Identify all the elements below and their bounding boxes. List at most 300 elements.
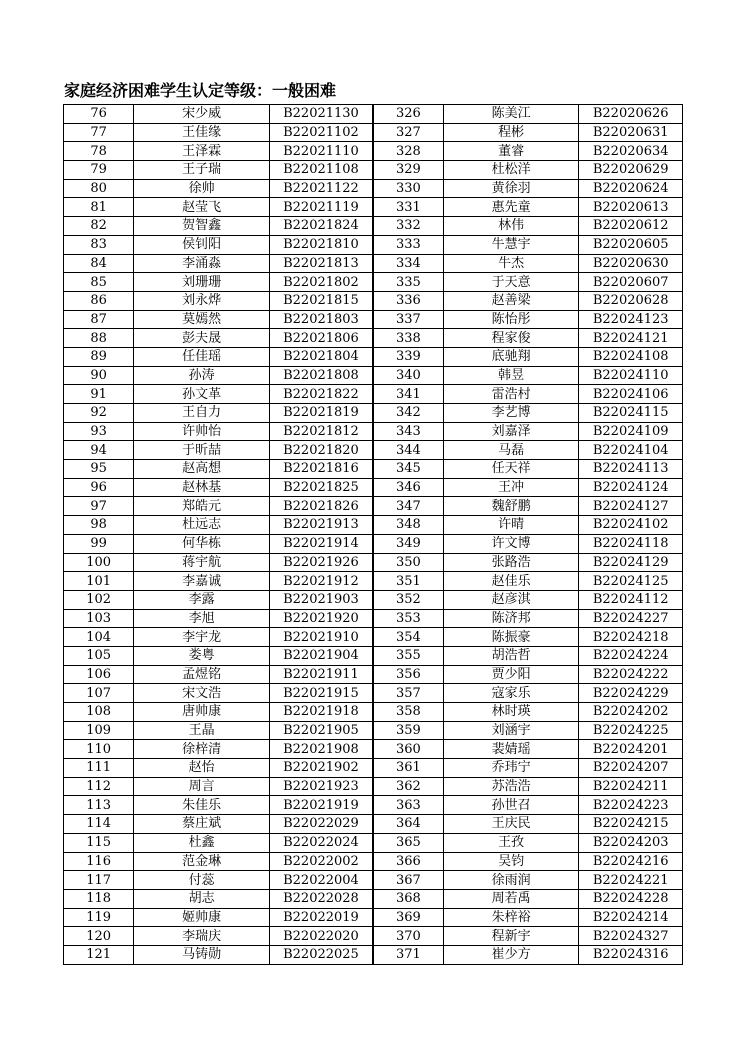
student-name-cell: 杜松洋 <box>443 161 579 180</box>
student-id-cell: B22020629 <box>579 161 683 180</box>
student-number-cell: 339 <box>373 347 443 366</box>
student-name-cell: 林时瑛 <box>443 703 579 722</box>
student-name-cell: 魏舒鹏 <box>443 497 579 516</box>
student-number-cell: 82 <box>64 217 134 236</box>
student-name-cell: 底驰翔 <box>443 347 579 366</box>
student-id-cell: B22021920 <box>269 609 373 628</box>
student-id-cell: B22021803 <box>269 310 373 329</box>
table-row <box>64 142 683 161</box>
student-name-cell: 寇家乐 <box>443 684 579 703</box>
table-row <box>64 198 683 217</box>
student-id-cell: B22024223 <box>579 796 683 815</box>
table-row <box>64 478 683 497</box>
student-name-cell: 孙世召 <box>443 796 579 815</box>
student-name-cell: 胡浩哲 <box>443 646 579 665</box>
student-name-cell: 李涌淼 <box>134 254 270 273</box>
student-id-cell: B22020630 <box>579 254 683 273</box>
student-name-cell: 李露 <box>134 590 270 609</box>
student-number-cell: 350 <box>373 553 443 572</box>
table-row <box>64 721 683 740</box>
table-row <box>64 441 683 460</box>
student-number-cell: 119 <box>64 908 134 927</box>
table-row <box>64 815 683 834</box>
student-id-cell: B22021816 <box>269 460 373 479</box>
student-id-cell: B22024221 <box>579 871 683 890</box>
student-number-cell: 90 <box>64 366 134 385</box>
student-number-cell: 81 <box>64 198 134 217</box>
student-id-cell: B22021908 <box>269 740 373 759</box>
student-number-cell: 340 <box>373 366 443 385</box>
student-name-cell: 王冲 <box>443 478 579 497</box>
student-id-cell: B22021815 <box>269 291 373 310</box>
student-name-cell: 王晶 <box>134 721 270 740</box>
student-name-cell: 孙涛 <box>134 366 270 385</box>
student-number-cell: 330 <box>373 179 443 198</box>
student-number-cell: 110 <box>64 740 134 759</box>
student-number-cell: 87 <box>64 310 134 329</box>
student-name-cell: 朱梓裕 <box>443 908 579 927</box>
student-number-cell: 369 <box>373 908 443 927</box>
student-id-cell: B22024118 <box>579 534 683 553</box>
student-id-cell: B22024227 <box>579 609 683 628</box>
student-name-cell: 朱佳乐 <box>134 796 270 815</box>
student-name-cell: 刘嘉泽 <box>443 422 579 441</box>
student-name-cell: 刘永烨 <box>134 291 270 310</box>
student-name-cell: 徐雨润 <box>443 871 579 890</box>
student-name-cell: 牛慧宇 <box>443 235 579 254</box>
student-number-cell: 368 <box>373 889 443 908</box>
roster-body <box>64 105 683 965</box>
student-number-cell: 344 <box>373 441 443 460</box>
student-number-cell: 349 <box>373 534 443 553</box>
student-number-cell: 91 <box>64 385 134 404</box>
student-id-cell: B22021119 <box>269 198 373 217</box>
student-id-cell: B22024229 <box>579 684 683 703</box>
student-number-cell: 329 <box>373 161 443 180</box>
student-number-cell: 338 <box>373 329 443 348</box>
student-number-cell: 345 <box>373 460 443 479</box>
student-id-cell: B22024123 <box>579 310 683 329</box>
student-number-cell: 101 <box>64 572 134 591</box>
table-row <box>64 235 683 254</box>
student-id-cell: B22021822 <box>269 385 373 404</box>
student-id-cell: B22021911 <box>269 665 373 684</box>
student-name-cell: 于天意 <box>443 273 579 292</box>
student-name-cell: 陈怡彤 <box>443 310 579 329</box>
student-id-cell: B22022020 <box>269 927 373 946</box>
student-number-cell: 363 <box>373 796 443 815</box>
student-number-cell: 336 <box>373 291 443 310</box>
student-number-cell: 342 <box>373 404 443 423</box>
student-id-cell: B22021122 <box>269 179 373 198</box>
table-row <box>64 609 683 628</box>
student-id-cell: B22021915 <box>269 684 373 703</box>
student-id-cell: B22024224 <box>579 646 683 665</box>
student-id-cell: B22020613 <box>579 198 683 217</box>
student-number-cell: 353 <box>373 609 443 628</box>
student-name-cell: 贾少阳 <box>443 665 579 684</box>
student-name-cell: 赵高想 <box>134 460 270 479</box>
student-id-cell: B22024109 <box>579 422 683 441</box>
student-name-cell: 于昕喆 <box>134 441 270 460</box>
table-row <box>64 908 683 927</box>
student-number-cell: 102 <box>64 590 134 609</box>
student-id-cell: B22021808 <box>269 366 373 385</box>
student-id-cell: B22022029 <box>269 815 373 834</box>
student-name-cell: 韩昱 <box>443 366 579 385</box>
student-number-cell: 326 <box>373 105 443 124</box>
table-row <box>64 422 683 441</box>
student-id-cell: B22024201 <box>579 740 683 759</box>
student-id-cell: B22022025 <box>269 945 373 964</box>
student-number-cell: 367 <box>373 871 443 890</box>
student-number-cell: 333 <box>373 235 443 254</box>
student-name-cell: 马磊 <box>443 441 579 460</box>
table-row <box>64 889 683 908</box>
student-number-cell: 100 <box>64 553 134 572</box>
table-row <box>64 385 683 404</box>
student-number-cell: 359 <box>373 721 443 740</box>
student-number-cell: 104 <box>64 628 134 647</box>
student-number-cell: 108 <box>64 703 134 722</box>
student-id-cell: B22021912 <box>269 572 373 591</box>
student-id-cell: B22024102 <box>579 516 683 535</box>
student-number-cell: 85 <box>64 273 134 292</box>
student-number-cell: 328 <box>373 142 443 161</box>
student-number-cell: 343 <box>373 422 443 441</box>
student-id-cell: B22021913 <box>269 516 373 535</box>
table-row <box>64 703 683 722</box>
student-name-cell: 王佳缘 <box>134 123 270 142</box>
student-name-cell: 程彬 <box>443 123 579 142</box>
student-number-cell: 360 <box>373 740 443 759</box>
table-row <box>64 273 683 292</box>
student-number-cell: 115 <box>64 833 134 852</box>
student-id-cell: B22021806 <box>269 329 373 348</box>
student-name-cell: 孟煜铭 <box>134 665 270 684</box>
student-id-cell: B22024207 <box>579 759 683 778</box>
student-number-cell: 107 <box>64 684 134 703</box>
student-name-cell: 王自力 <box>134 404 270 423</box>
student-number-cell: 88 <box>64 329 134 348</box>
student-number-cell: 95 <box>64 460 134 479</box>
student-name-cell: 许文博 <box>443 534 579 553</box>
student-number-cell: 103 <box>64 609 134 628</box>
student-name-cell: 王子瑞 <box>134 161 270 180</box>
student-roster-table <box>63 104 683 965</box>
student-name-cell: 赵善梁 <box>443 291 579 310</box>
student-number-cell: 105 <box>64 646 134 665</box>
table-row <box>64 105 683 124</box>
student-id-cell: B22024216 <box>579 852 683 871</box>
student-id-cell: B22024115 <box>579 404 683 423</box>
student-name-cell: 李艺博 <box>443 404 579 423</box>
student-number-cell: 348 <box>373 516 443 535</box>
student-name-cell: 崔少方 <box>443 945 579 964</box>
student-id-cell: B22024129 <box>579 553 683 572</box>
student-number-cell: 114 <box>64 815 134 834</box>
student-id-cell: B22024127 <box>579 497 683 516</box>
table-row <box>64 291 683 310</box>
student-number-cell: 327 <box>373 123 443 142</box>
student-name-cell: 刘珊珊 <box>134 273 270 292</box>
table-row <box>64 553 683 572</box>
student-id-cell: B22024222 <box>579 665 683 684</box>
student-name-cell: 苏浩浩 <box>443 777 579 796</box>
student-name-cell: 何华栋 <box>134 534 270 553</box>
student-name-cell: 程家俊 <box>443 329 579 348</box>
student-name-cell: 乔玮宁 <box>443 759 579 778</box>
student-number-cell: 77 <box>64 123 134 142</box>
student-number-cell: 97 <box>64 497 134 516</box>
table-row <box>64 777 683 796</box>
student-name-cell: 郑皓元 <box>134 497 270 516</box>
student-id-cell: B22024202 <box>579 703 683 722</box>
student-name-cell: 周言 <box>134 777 270 796</box>
student-id-cell: B22021820 <box>269 441 373 460</box>
student-id-cell: B22020628 <box>579 291 683 310</box>
student-name-cell: 程新宇 <box>443 927 579 946</box>
table-row <box>64 646 683 665</box>
page-title: 家庭经济困难学生认定等级：一般困难 <box>64 81 337 100</box>
student-id-cell: B22020605 <box>579 235 683 254</box>
student-id-cell: B22021923 <box>269 777 373 796</box>
student-id-cell: B22021919 <box>269 796 373 815</box>
student-number-cell: 117 <box>64 871 134 890</box>
student-number-cell: 118 <box>64 889 134 908</box>
student-name-cell: 任佳瑶 <box>134 347 270 366</box>
table-row <box>64 179 683 198</box>
student-id-cell: B22021826 <box>269 497 373 516</box>
student-name-cell: 杜远志 <box>134 516 270 535</box>
student-number-cell: 89 <box>64 347 134 366</box>
student-id-cell: B22022004 <box>269 871 373 890</box>
student-number-cell: 351 <box>373 572 443 591</box>
student-number-cell: 370 <box>373 927 443 946</box>
student-number-cell: 366 <box>373 852 443 871</box>
student-name-cell: 张路浩 <box>443 553 579 572</box>
student-id-cell: B22021819 <box>269 404 373 423</box>
student-number-cell: 112 <box>64 777 134 796</box>
table-row <box>64 366 683 385</box>
student-name-cell: 赵佳乐 <box>443 572 579 591</box>
table-row <box>64 347 683 366</box>
student-id-cell: B22024316 <box>579 945 683 964</box>
student-number-cell: 86 <box>64 291 134 310</box>
table-row <box>64 217 683 236</box>
student-number-cell: 331 <box>373 198 443 217</box>
student-id-cell: B22024125 <box>579 572 683 591</box>
student-name-cell: 姬帅康 <box>134 908 270 927</box>
table-row <box>64 628 683 647</box>
table-row <box>64 871 683 890</box>
table-row <box>64 852 683 871</box>
student-name-cell: 贺智鑫 <box>134 217 270 236</box>
student-number-cell: 347 <box>373 497 443 516</box>
table-row <box>64 460 683 479</box>
student-name-cell: 陈济邦 <box>443 609 579 628</box>
student-name-cell: 赵彦淇 <box>443 590 579 609</box>
student-name-cell: 董睿 <box>443 142 579 161</box>
student-id-cell: B22022028 <box>269 889 373 908</box>
student-number-cell: 84 <box>64 254 134 273</box>
student-id-cell: B22020624 <box>579 179 683 198</box>
student-id-cell: B22024124 <box>579 478 683 497</box>
student-name-cell: 陈振豪 <box>443 628 579 647</box>
student-id-cell: B22021824 <box>269 217 373 236</box>
student-id-cell: B22022019 <box>269 908 373 927</box>
student-id-cell: B22021802 <box>269 273 373 292</box>
table-row <box>64 534 683 553</box>
student-number-cell: 361 <box>373 759 443 778</box>
student-number-cell: 356 <box>373 665 443 684</box>
student-name-cell: 唐帅康 <box>134 703 270 722</box>
student-number-cell: 357 <box>373 684 443 703</box>
table-row <box>64 945 683 964</box>
student-id-cell: B22022002 <box>269 852 373 871</box>
student-name-cell: 裴婧瑶 <box>443 740 579 759</box>
student-id-cell: B22024218 <box>579 628 683 647</box>
student-name-cell: 侯钊阳 <box>134 235 270 254</box>
student-name-cell: 林伟 <box>443 217 579 236</box>
table-row <box>64 404 683 423</box>
student-number-cell: 354 <box>373 628 443 647</box>
table-row <box>64 590 683 609</box>
student-name-cell: 蔡庄斌 <box>134 815 270 834</box>
table-row <box>64 796 683 815</box>
student-number-cell: 79 <box>64 161 134 180</box>
student-id-cell: B22021813 <box>269 254 373 273</box>
student-id-cell: B22024108 <box>579 347 683 366</box>
student-number-cell: 371 <box>373 945 443 964</box>
student-number-cell: 111 <box>64 759 134 778</box>
student-id-cell: B22024214 <box>579 908 683 927</box>
table-row <box>64 684 683 703</box>
student-name-cell: 李瑞庆 <box>134 927 270 946</box>
student-name-cell: 赵怡 <box>134 759 270 778</box>
student-id-cell: B22021910 <box>269 628 373 647</box>
student-number-cell: 106 <box>64 665 134 684</box>
student-name-cell: 宋文浩 <box>134 684 270 703</box>
student-number-cell: 93 <box>64 422 134 441</box>
student-number-cell: 83 <box>64 235 134 254</box>
student-id-cell: B22021903 <box>269 590 373 609</box>
student-number-cell: 76 <box>64 105 134 124</box>
table-row <box>64 833 683 852</box>
student-id-cell: B22021918 <box>269 703 373 722</box>
student-id-cell: B22024203 <box>579 833 683 852</box>
student-name-cell: 杜鑫 <box>134 833 270 852</box>
student-number-cell: 121 <box>64 945 134 964</box>
student-number-cell: 334 <box>373 254 443 273</box>
student-id-cell: B22022024 <box>269 833 373 852</box>
student-id-cell: B22024106 <box>579 385 683 404</box>
student-name-cell: 赵莹飞 <box>134 198 270 217</box>
table-row <box>64 123 683 142</box>
student-id-cell: B22024215 <box>579 815 683 834</box>
student-number-cell: 362 <box>373 777 443 796</box>
table-row <box>64 572 683 591</box>
student-id-cell: B22021102 <box>269 123 373 142</box>
student-id-cell: B22021810 <box>269 235 373 254</box>
student-id-cell: B22024113 <box>579 460 683 479</box>
student-id-cell: B22021902 <box>269 759 373 778</box>
student-name-cell: 孙文革 <box>134 385 270 404</box>
student-id-cell: B22020626 <box>579 105 683 124</box>
student-name-cell: 雷浩村 <box>443 385 579 404</box>
student-number-cell: 94 <box>64 441 134 460</box>
student-number-cell: 109 <box>64 721 134 740</box>
student-name-cell: 徐梓清 <box>134 740 270 759</box>
student-name-cell: 李宇龙 <box>134 628 270 647</box>
student-number-cell: 113 <box>64 796 134 815</box>
student-id-cell: B22021926 <box>269 553 373 572</box>
student-number-cell: 116 <box>64 852 134 871</box>
student-id-cell: B22021130 <box>269 105 373 124</box>
student-name-cell: 许晴 <box>443 516 579 535</box>
student-name-cell: 王庆民 <box>443 815 579 834</box>
student-id-cell: B22024112 <box>579 590 683 609</box>
table-row <box>64 665 683 684</box>
student-id-cell: B22024327 <box>579 927 683 946</box>
student-id-cell: B22020634 <box>579 142 683 161</box>
student-name-cell: 徐帅 <box>134 179 270 198</box>
student-name-cell: 宋少威 <box>134 105 270 124</box>
student-id-cell: B22024121 <box>579 329 683 348</box>
student-name-cell: 吴钧 <box>443 852 579 871</box>
student-id-cell: B22021108 <box>269 161 373 180</box>
student-number-cell: 364 <box>373 815 443 834</box>
student-number-cell: 346 <box>373 478 443 497</box>
student-number-cell: 332 <box>373 217 443 236</box>
student-name-cell: 马铸勋 <box>134 945 270 964</box>
table-row <box>64 254 683 273</box>
student-name-cell: 莫嫣然 <box>134 310 270 329</box>
student-number-cell: 358 <box>373 703 443 722</box>
student-id-cell: B22024225 <box>579 721 683 740</box>
table-row <box>64 927 683 946</box>
student-id-cell: B22021804 <box>269 347 373 366</box>
student-id-cell: B22021825 <box>269 478 373 497</box>
student-name-cell: 赵林基 <box>134 478 270 497</box>
student-number-cell: 92 <box>64 404 134 423</box>
table-row <box>64 161 683 180</box>
student-number-cell: 98 <box>64 516 134 535</box>
student-id-cell: B22021905 <box>269 721 373 740</box>
student-name-cell: 李嘉诚 <box>134 572 270 591</box>
student-number-cell: 352 <box>373 590 443 609</box>
table-row <box>64 310 683 329</box>
student-number-cell: 335 <box>373 273 443 292</box>
table-row <box>64 759 683 778</box>
student-name-cell: 惠先童 <box>443 198 579 217</box>
student-number-cell: 337 <box>373 310 443 329</box>
student-name-cell: 刘涵宇 <box>443 721 579 740</box>
student-number-cell: 80 <box>64 179 134 198</box>
student-number-cell: 120 <box>64 927 134 946</box>
student-name-cell: 许帅怡 <box>134 422 270 441</box>
student-id-cell: B22021904 <box>269 646 373 665</box>
table-row <box>64 516 683 535</box>
student-number-cell: 355 <box>373 646 443 665</box>
student-name-cell: 牛杰 <box>443 254 579 273</box>
student-id-cell: B22020607 <box>579 273 683 292</box>
student-id-cell: B22020631 <box>579 123 683 142</box>
student-name-cell: 任天祥 <box>443 460 579 479</box>
student-name-cell: 黄徐羽 <box>443 179 579 198</box>
student-id-cell: B22024110 <box>579 366 683 385</box>
student-number-cell: 78 <box>64 142 134 161</box>
